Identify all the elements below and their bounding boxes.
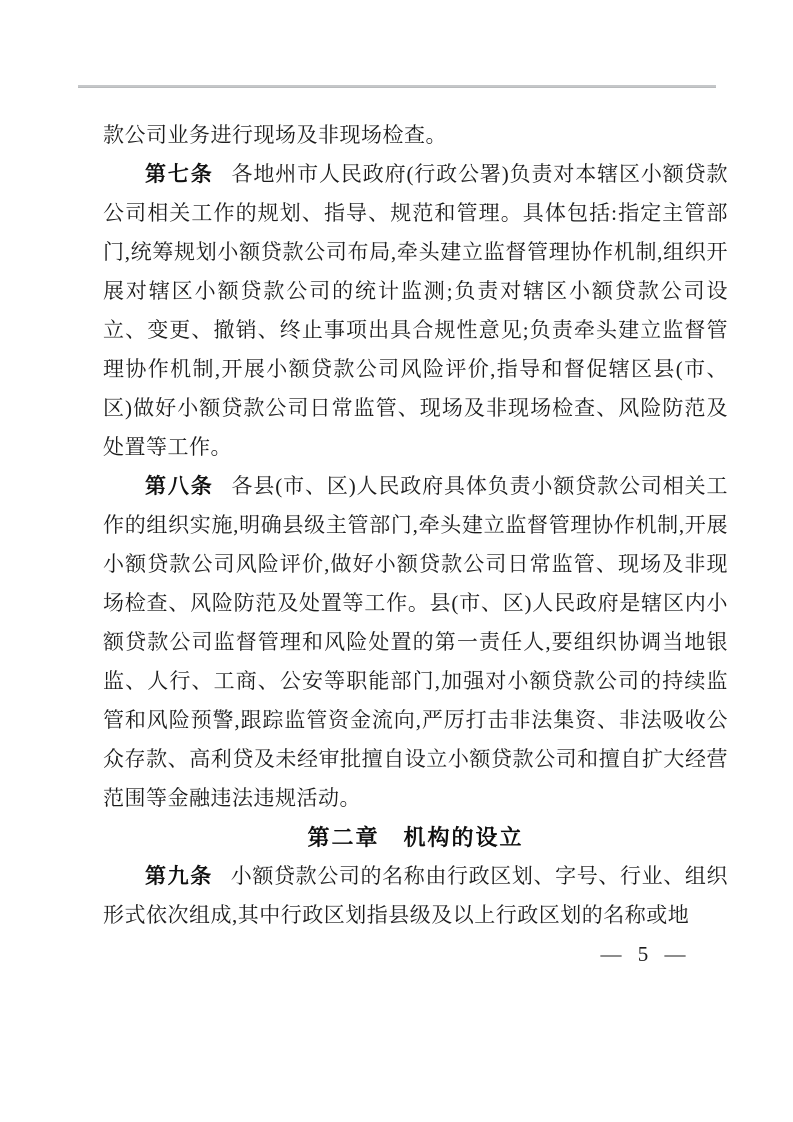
paragraph-continued: 款公司业务进行现场及非现场检查。 xyxy=(103,123,447,147)
article-8-label: 第八条 xyxy=(145,475,214,498)
document-body xyxy=(103,116,728,974)
chapter-heading: 第二章 机构的设立 xyxy=(307,825,524,850)
article-9-paragraph xyxy=(103,857,728,935)
header-divider xyxy=(78,85,716,88)
article-8-paragraph xyxy=(103,467,728,818)
article-7-paragraph xyxy=(103,155,728,467)
article-9-text: 小额贷款公司的名称由行政区划、字号、行业、组织形式依次组成,其中行政区划指县级及以上行政区划的名称或地 xyxy=(103,864,729,927)
article-9-label: 第九条 xyxy=(145,865,213,888)
page-number: — 5 — xyxy=(600,942,686,966)
article-7-text: 各地州市人民政府(行政公署)负责对本辖区小额贷款公司相关工作的规划、指导、规范和管理。具体包括:指定主管部门,统筹规划小额贷款公司布局,牵头建立监督管理协作机制,组织开展对辖区小额贷款公司的统计监测;负责对辖区小额贷款公司设立、变更、撤销、终止事项出具合规性意见;负责牵头建立监督管理协作机制,开展小额贷款公司风险评价,指导和督促辖区县(市、区)做好小额贷款公司日常监管、现场及非现场检查、风险防范及处置等工作。 xyxy=(103,162,729,459)
article-7-label: 第七条 xyxy=(145,163,214,186)
article-8-text: 各县(市、区)人民政府具体负责小额贷款公司相关工作的组织实施,明确县级主管部门,牵头建立监督管理协作机制,开展小额贷款公司风险评价,做好小额贷款公司日常监管、现场及非现场检查、风险防范及处置等工作。县(市、区)人民政府是辖区内小额贷款公司监督管理和风险处置的第一责任人,要组织协调当地银监、人行、工商、公安等职能部门,加强对小额贷款公司的持续监管和风险预警,跟踪监管资金流向,严厉打击非法集资、非法吸收公众存款、高利贷及未经审批擅自设立小额贷款公司和擅自扩大经营范围等金融违法违规活动。 xyxy=(103,474,729,810)
